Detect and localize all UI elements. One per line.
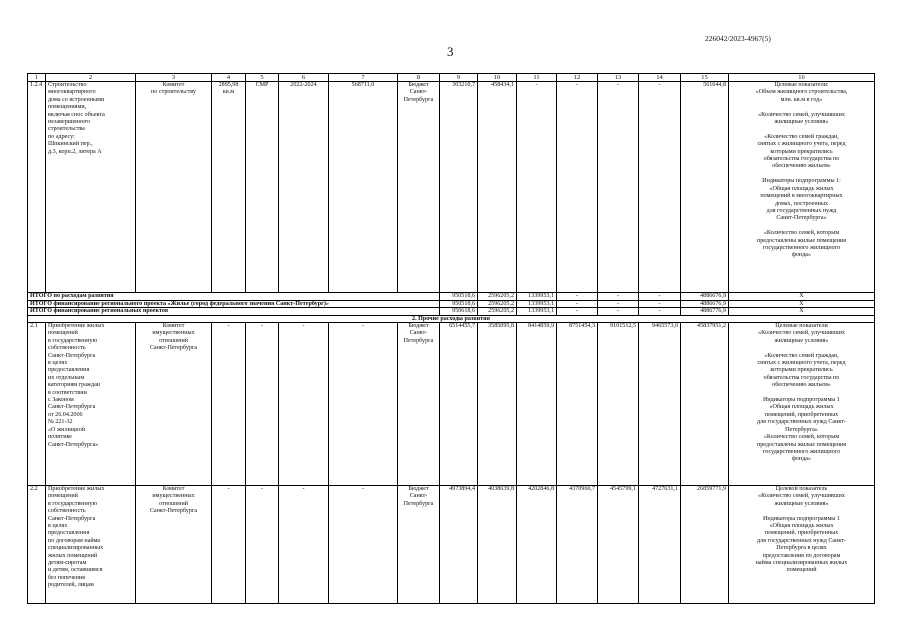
total-label: ИТОГО по расходам развития [28, 293, 440, 301]
period: - [279, 486, 329, 604]
page-number: 3 [447, 44, 454, 59]
event-name: Приобретение жилых помещений в государственную собственность Санкт-Петербурга в целях предоставления по договорам найма специализированных жилых помещений детям-сиротам и детям, оставшимся без попечения родителей, лицам [46, 486, 136, 604]
work-type: - [246, 486, 279, 604]
indicators: Целевые показатели: «Объем жилищного строительства, млн. кв.м в год» «Количество семей, улучшивших жилищные условия» «Количество семей граждан, снятых с жилищного учета, перед которыми прекратились обязательства государства по обеспечению жильем» Индикаторы подпрограммы 1: «Общая площадь жилых помещений в многоквартирных домах, построенных для государственных нужд Санкт-Петербурга» «Количество семей, которым предоставлены жилые помещения государственного жилищного фонда» [729, 82, 875, 293]
col-num: 4 [212, 74, 246, 82]
row-number: 2.2 [28, 486, 46, 604]
executor: Комитет имущественных отношений Санкт-Петербурга [136, 323, 212, 486]
row-number: 1.2.4 [28, 82, 46, 293]
funding-source: Бюджет Санкт- Петербурга [398, 82, 440, 293]
table-row-2-2 [28, 486, 875, 604]
col-num: 8 [398, 74, 440, 82]
capacity: - [212, 323, 246, 486]
total-row [28, 293, 875, 301]
value-col-12: - [557, 82, 598, 293]
executor: Комитет по строительству [136, 82, 212, 293]
total-value: - [598, 308, 639, 316]
total-mark: Х [729, 300, 875, 308]
table-row-2-1 [28, 323, 875, 486]
row-number: 2.1 [28, 323, 46, 486]
total-mark: Х [729, 308, 875, 316]
estimated-cost: 568711,0 [329, 82, 398, 293]
value-col-11: - [517, 82, 557, 293]
total-value: 4886776,9 [681, 308, 729, 316]
value-col-10: 4038639,8 [478, 486, 517, 604]
estimated-cost: - [329, 486, 398, 604]
total-mark: Х [729, 293, 875, 301]
col-num: 14 [639, 74, 681, 82]
total-value: 4886676,9 [681, 300, 729, 308]
work-type: - [246, 323, 279, 486]
col-num: 11 [517, 74, 557, 82]
value-col-13: 9101512,5 [598, 323, 639, 486]
value-col-9: 303210,7 [440, 82, 478, 293]
value-col-11: 8414859,9 [517, 323, 557, 486]
total-value: - [639, 308, 681, 316]
total-value: 950618,6 [440, 308, 478, 316]
col-num: 13 [598, 74, 639, 82]
col-num: 15 [681, 74, 729, 82]
value-col-15: 45837951,2 [681, 323, 729, 486]
total-value: 2596205,2 [478, 293, 517, 301]
program-table [27, 73, 875, 604]
section-heading-row [28, 315, 875, 323]
event-name: Приобретение жилых помещений в государственную собственность Санкт-Петербурга в целях предоставления их отдельным категориям граждан в соответствии с Законом Санкт-Петербурга от 26.04.2006 № 221-32 «О жилищной политике Санкт-Петербурга» [46, 323, 136, 486]
document-number: 226042/2023-4967(5) [705, 34, 771, 43]
period: - [279, 323, 329, 486]
total-row [28, 308, 875, 316]
col-num: 6 [279, 74, 329, 82]
col-num: 3 [136, 74, 212, 82]
total-value: - [557, 293, 598, 301]
value-col-10: 3585095,8 [478, 323, 517, 486]
total-value: - [598, 293, 639, 301]
col-num: 1 [28, 74, 46, 82]
total-value: - [639, 293, 681, 301]
indicators: Целевой показатель «Количество семей, улучшивших жилищные условия» Индикаторы подпрограммы 1 «Общая площадь жилых помещений, приобретенных для государственных нужд Санкт- Петербурга в целях предоставления по договорам найма специализированных жилых помещений [729, 486, 875, 604]
col-num: 5 [246, 74, 279, 82]
col-num: 16 [729, 74, 875, 82]
total-value: - [557, 308, 598, 316]
total-value: 1339953,1 [517, 300, 557, 308]
total-value: 1339953,1 [517, 308, 557, 316]
indicators: Целевые показатели «Количество семей, улучшивших жилищные условия» «Количество семей граждан, снятых с жилищного учета, перед которыми прекратились обязательства государства по обеспечению жильем» Индикаторы подпрограммы 1 «Общая площадь жилых помещений, приобретенных для государственных нужд Санкт- Петербурга» «Количество семей, которым предоставлены жилые помещения государственного жилищного фонда» [729, 323, 875, 486]
value-col-15: 26859771,9 [681, 486, 729, 604]
col-num: 12 [557, 74, 598, 82]
value-col-14: 4727631,1 [639, 486, 681, 604]
value-col-9: 6514455,7 [440, 323, 478, 486]
value-col-14: - [639, 82, 681, 293]
value-col-12: 4370960,7 [557, 486, 598, 604]
value-col-11: 4202846,8 [517, 486, 557, 604]
total-value: 2596205,2 [478, 300, 517, 308]
funding-source: Бюджет Санкт- Петербурга [398, 486, 440, 604]
total-value: 950518,6 [440, 293, 478, 301]
funding-source: Бюджет Санкт- Петербурга [398, 323, 440, 486]
capacity: - [212, 486, 246, 604]
value-col-15: 561644,8 [681, 82, 729, 293]
value-col-9: 4973894,4 [440, 486, 478, 604]
value-col-13: - [598, 82, 639, 293]
value-col-13: 4545799,1 [598, 486, 639, 604]
period: 2022-2024 [279, 82, 329, 293]
table-row-1-2-4 [28, 82, 875, 293]
total-label: ИТОГО финансирование региональных проектов [28, 308, 440, 316]
col-num: 9 [440, 74, 478, 82]
total-value: - [639, 300, 681, 308]
capacity: 2895,98 кв.м [212, 82, 246, 293]
event-name: Строительство многоквартирного дома со встроенными помещениями, включая снос объекта незавершенного строительства по адресу: Шпкинский пер., д.3, корп.2, литера А [46, 82, 136, 293]
work-type: СМР [246, 82, 279, 293]
total-value: 950518,6 [440, 300, 478, 308]
col-num: 7 [329, 74, 398, 82]
total-value: 1339953,1 [517, 293, 557, 301]
section-heading: 2. Прочие расходы развития [28, 315, 875, 323]
executor: Комитет имущественных отношений Санкт-Петербурга [136, 486, 212, 604]
column-number-row [28, 74, 875, 82]
estimated-cost: - [329, 323, 398, 486]
value-col-12: 8751454,3 [557, 323, 598, 486]
total-value: 4886676,9 [681, 293, 729, 301]
total-label: ИТОГО финансирование регионального проекта «Жилье (город федерального значения Санкт-Петербург)» [28, 300, 440, 308]
total-value: - [557, 300, 598, 308]
value-col-10: 458434,1 [478, 82, 517, 293]
total-value: - [598, 300, 639, 308]
total-value: 2596205,2 [478, 308, 517, 316]
value-col-14: 9465573,0 [639, 323, 681, 486]
total-row [28, 300, 875, 308]
col-num: 10 [478, 74, 517, 82]
col-num: 2 [46, 74, 136, 82]
